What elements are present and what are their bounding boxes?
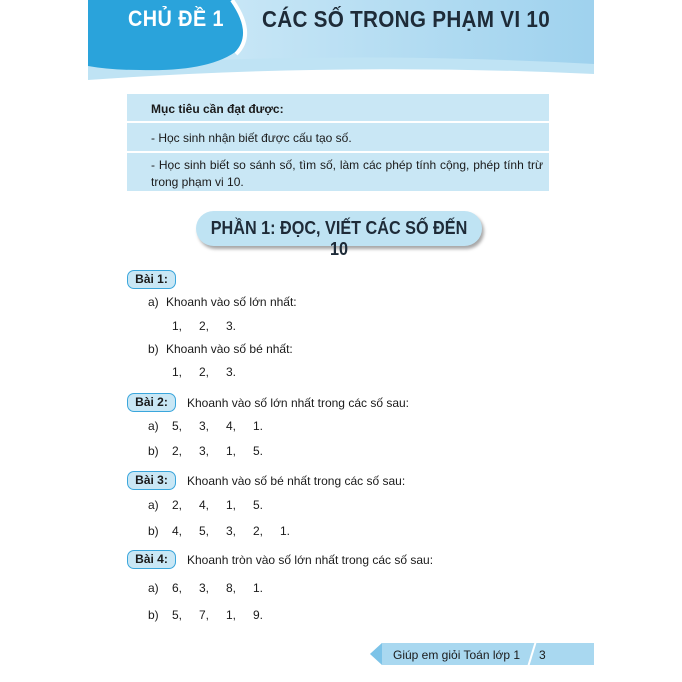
item-label: b) <box>148 444 159 458</box>
number-option[interactable]: 1. <box>253 581 264 595</box>
number-option[interactable]: 9. <box>253 608 264 622</box>
number-option[interactable]: 3, <box>199 419 210 433</box>
item-label: a) <box>148 581 159 595</box>
number-option[interactable]: 3, <box>199 581 210 595</box>
number-option[interactable]: 5, <box>172 608 183 622</box>
number-option[interactable]: 8, <box>226 581 237 595</box>
number-option[interactable]: 1, <box>172 365 183 379</box>
exercise-instruction: Khoanh vào số lớn nhất trong các số sau: <box>187 396 410 410</box>
item-label: a) <box>148 295 159 309</box>
exercise-badge: Bài 1: <box>127 270 176 289</box>
item-label: b) <box>148 608 159 622</box>
number-option[interactable]: 2, <box>172 444 183 458</box>
number-option[interactable]: 2, <box>199 365 210 379</box>
item-prompt: Khoanh vào số lớn nhất: <box>166 295 297 309</box>
number-option[interactable]: 3, <box>226 524 237 538</box>
number-option[interactable]: 7, <box>199 608 210 622</box>
item-label: a) <box>148 419 159 433</box>
number-option[interactable]: 4, <box>172 524 183 538</box>
number-option[interactable]: 5, <box>199 524 210 538</box>
number-option[interactable]: 3, <box>199 444 210 458</box>
part-title: PHẦN 1: ĐỌC, VIẾT CÁC SỐ ĐẾN 10 <box>210 218 468 259</box>
item-label: b) <box>148 342 159 356</box>
exercise-badge: Bài 4: <box>127 550 176 569</box>
item-prompt: Khoanh vào số bé nhất: <box>166 342 293 356</box>
number-option[interactable]: 1, <box>172 319 183 333</box>
item-label: a) <box>148 498 159 512</box>
page-number: 3 <box>539 648 546 662</box>
objective-item: - Học sinh nhận biết được cấu tạo số. <box>127 123 549 153</box>
number-option[interactable]: 2, <box>199 319 210 333</box>
number-option[interactable]: 4, <box>226 419 237 433</box>
objective-item: - Học sinh biết so sánh số, tìm số, làm các phép tính cộng, phép tính trừ trong phạm vi 10. <box>127 153 549 193</box>
number-option[interactable]: 5. <box>253 444 264 458</box>
number-option[interactable]: 3. <box>226 365 237 379</box>
exercise-badge: Bài 3: <box>127 471 176 490</box>
exercise-instruction: Khoanh vào số bé nhất trong các số sau: <box>187 474 406 488</box>
number-option[interactable]: 1, <box>226 444 237 458</box>
number-option[interactable]: 6, <box>172 581 183 595</box>
exercise-badge: Bài 2: <box>127 393 176 412</box>
number-option[interactable]: 1, <box>226 498 237 512</box>
number-option[interactable]: 5, <box>172 419 183 433</box>
number-option[interactable]: 1. <box>280 524 291 538</box>
book-title: Giúp em giỏi Toán lớp 1 <box>393 648 521 662</box>
topic-chip: CHỦ ĐỀ 1 <box>128 6 225 31</box>
number-option[interactable]: 5. <box>253 498 264 512</box>
number-option[interactable]: 4, <box>199 498 210 512</box>
exercise-instruction: Khoanh tròn vào số lớn nhất trong các số sau: <box>187 553 434 567</box>
number-option[interactable]: 2, <box>172 498 183 512</box>
number-option[interactable]: 1. <box>253 419 264 433</box>
number-option[interactable]: 3. <box>226 319 237 333</box>
item-label: b) <box>148 524 159 538</box>
objectives-heading: Mục tiêu cần đạt được: <box>127 94 549 123</box>
number-option[interactable]: 1, <box>226 608 237 622</box>
topic-title: CÁC SỐ TRONG PHẠM VI 10 <box>262 6 550 32</box>
number-option[interactable]: 2, <box>253 524 264 538</box>
